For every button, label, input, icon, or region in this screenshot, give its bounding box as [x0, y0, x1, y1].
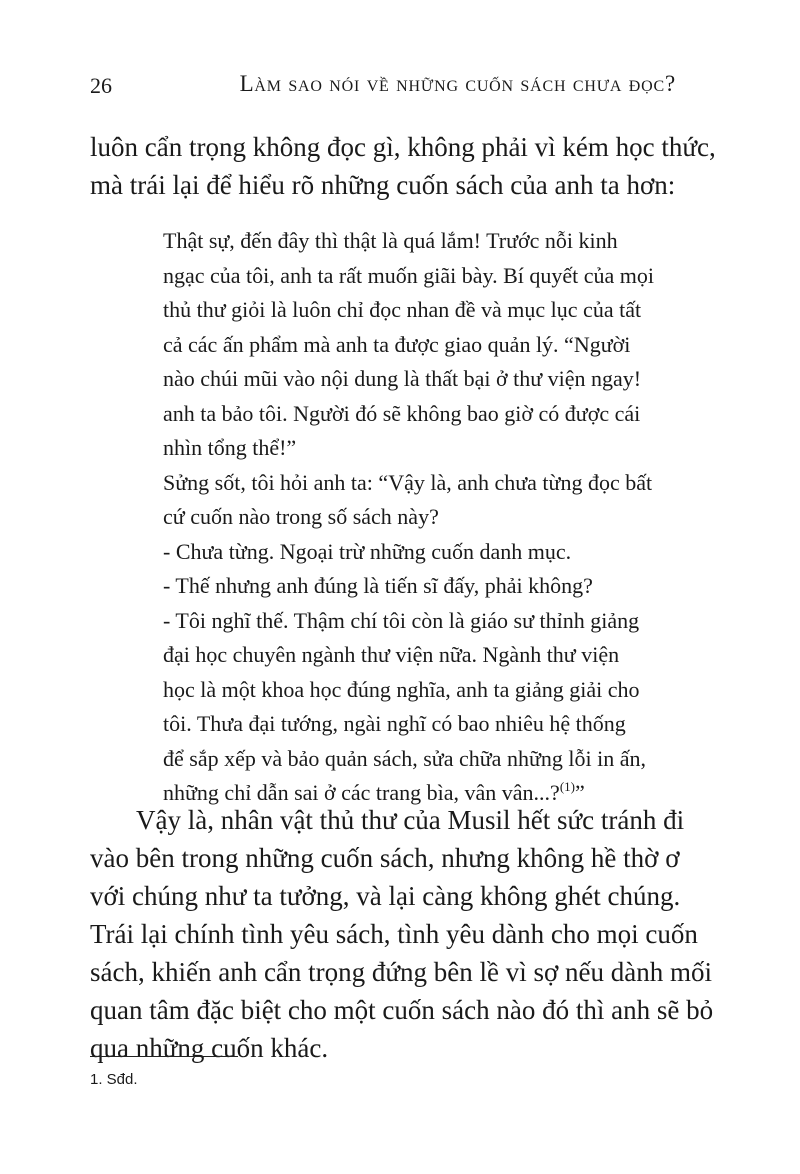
text-line: vào bên trong những cuốn sách, nhưng không hề thờ ơ	[90, 843, 680, 873]
page-number: 26	[90, 73, 112, 98]
footnote-reference[interactable]: (1)	[559, 779, 575, 794]
footnote: 1. Sđd.	[90, 1071, 138, 1088]
quote-line: thủ thư giỏi là luôn chỉ đọc nhan đề và mục lục của tất	[163, 297, 642, 322]
quote-line: - Tôi nghĩ thế. Thậm chí tôi còn là giáo sư thỉnh giảng	[163, 607, 640, 633]
body-paragraph-1	[90, 128, 716, 204]
quote-line: - Thế nhưng anh đúng là tiến sĩ đấy, phải không?	[163, 573, 593, 598]
text-line: sách, khiến anh cẩn trọng đứng bên lề vì sợ nếu dành mối	[90, 957, 713, 987]
quote-line: đại học chuyên ngành thư viện nữa. Ngành thư viện	[163, 642, 620, 667]
running-header-title: Làm sao nói về những cuốn sách chưa đọc?	[239, 71, 676, 96]
body-paragraph-2	[90, 801, 714, 1067]
quote-line: cả các ấn phẩm mà anh ta được giao quản lý. “Người	[163, 331, 631, 357]
text-line: luôn cẩn trọng không đọc gì, không phải vì kém học thức,	[90, 132, 716, 162]
text-line: quan tâm đặc biệt cho một cuốn sách nào đó thì anh sẽ bỏ	[90, 995, 714, 1025]
text-line: Trái lại chính tình yêu sách, tình yêu dành cho mọi cuốn	[90, 919, 698, 949]
quote-line: để sắp xếp và bảo quản sách, sửa chữa những lỗi in ấn,	[163, 745, 646, 771]
quote-line: nhìn tổng thể!”	[163, 435, 297, 460]
text-line: mà trái lại để hiểu rõ những cuốn sách của anh ta hơn:	[90, 170, 676, 200]
quote-last-text: những chỉ dẫn sai ở các trang bìa, vân vân...?	[163, 780, 560, 805]
quote-line: học là một khoa học đúng nghĩa, anh ta giảng giải cho	[163, 676, 640, 702]
closing-quote-mark: ”	[574, 780, 585, 805]
quote-line: nào chúi mũi vào nội dung là thất bại ở thư viện ngay!	[163, 366, 642, 391]
quote-line: Sửng sốt, tôi hỏi anh ta: “Vậy là, anh chưa từng đọc bất	[163, 469, 653, 495]
quote-line: anh ta bảo tôi. Người đó sẽ không bao giờ có được cái	[163, 400, 641, 426]
text-line: với chúng như ta tưởng, và lại càng không ghét chúng.	[90, 881, 681, 911]
quote-line: ngạc của tôi, anh ta rất muốn giãi bày. Bí quyết của mọi	[163, 262, 654, 288]
text-line: qua những cuốn khác.	[90, 1033, 329, 1063]
text-line: Vậy là, nhân vật thủ thư của Musil hết sức tránh đi	[136, 805, 685, 835]
quote-line: Thật sự, đến đây thì thật là quá lắm! Trước nỗi kinh	[163, 228, 618, 253]
quote-line: tôi. Thưa đại tướng, ngài nghĩ có bao nhiêu hệ thống	[163, 711, 626, 736]
block-quote	[163, 224, 683, 811]
footnote-divider	[90, 1056, 238, 1057]
quote-line: - Chưa từng. Ngoại trừ những cuốn danh mục.	[163, 538, 572, 564]
quote-line: cứ cuốn nào trong số sách này?	[163, 504, 439, 529]
